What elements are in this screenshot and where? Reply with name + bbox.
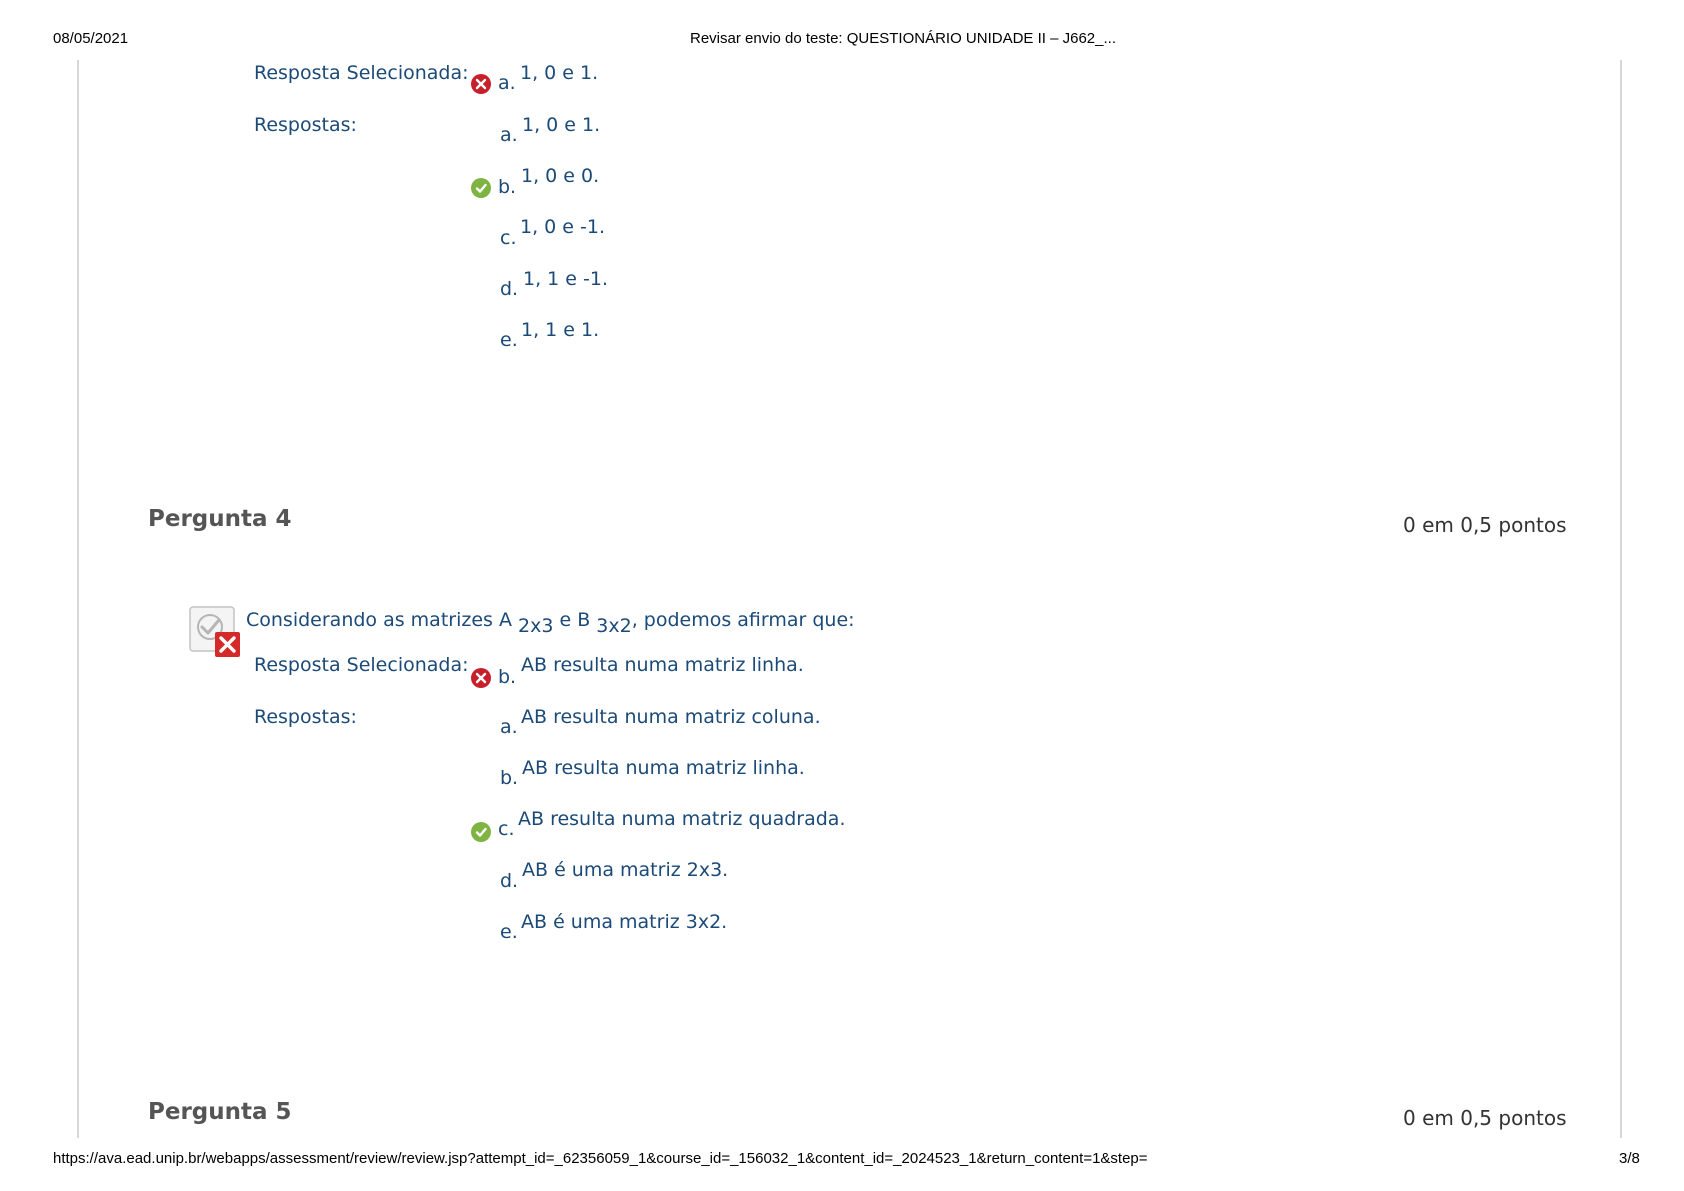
answer-letter-b: b. (498, 176, 517, 198)
answer-letter-e: e. (500, 921, 518, 943)
correct-icon (471, 178, 491, 198)
question-title: Pergunta 5 (148, 1099, 292, 1125)
answer-letter-c: c. (498, 818, 515, 840)
answer-text-e: AB é uma matriz 3x2. (521, 911, 728, 933)
left-border (77, 60, 79, 1138)
answer-letter-b: b. (500, 767, 519, 789)
selected-answer-letter: b. (498, 666, 517, 688)
question-points: 0 em 0,5 pontos (1403, 513, 1567, 537)
answer-letter-c: c. (500, 227, 517, 249)
print-date: 08/05/2021 (53, 30, 129, 47)
print-title: Revisar envio do teste: QUESTIONÁRIO UNIDADE II – J662_... (690, 30, 1116, 47)
print-url: https://ava.ead.unip.br/webapps/assessment/review/review.jsp?attempt_id=_62356059_1&course_id=_156032_1&content_id=_2024523_1&return_content=1&step= (53, 1150, 1148, 1167)
answer-letter-d: d. (500, 278, 519, 300)
answer-text-e: 1, 1 e 1. (521, 319, 600, 341)
selected-answer-label: Resposta Selecionada: (254, 654, 469, 676)
incorrect-icon (471, 668, 491, 688)
answer-letter-d: d. (500, 870, 519, 892)
selected-answer-label: Resposta Selecionada: (254, 62, 469, 84)
answers-label: Respostas: (254, 706, 357, 728)
answer-text-b: 1, 0 e 0. (521, 165, 600, 187)
answers-label: Respostas: (254, 114, 357, 136)
answer-text-a: 1, 0 e 1. (522, 114, 601, 136)
answer-text-a: AB resulta numa matriz coluna. (521, 706, 821, 728)
answer-text-d: AB é uma matriz 2x3. (522, 859, 729, 881)
answer-text-b: AB resulta numa matriz linha. (522, 757, 805, 779)
question-points: 0 em 0,5 pontos (1403, 1106, 1567, 1130)
selected-answer-letter: a. (498, 72, 516, 94)
question-title: Pergunta 4 (148, 506, 292, 532)
answer-text-c: 1, 0 e -1. (520, 216, 606, 238)
question-text: Considerando as matrizes A $_{2x3}$ e B $_{3x2}$, podemos afirmar que: (246, 609, 855, 637)
incorrect-question-icon (188, 605, 242, 659)
selected-answer-text: AB resulta numa matriz linha. (521, 654, 804, 676)
answer-letter-a: a. (500, 716, 518, 738)
answer-text-d: 1, 1 e -1. (523, 268, 609, 290)
answer-text-c: AB resulta numa matriz quadrada. (518, 808, 846, 830)
incorrect-icon (471, 74, 491, 94)
answer-letter-a: a. (500, 124, 518, 146)
selected-answer-text: 1, 0 e 1. (520, 62, 599, 84)
right-border (1620, 60, 1622, 1138)
page-number: 3/8 (1619, 1150, 1640, 1167)
answer-letter-e: e. (500, 329, 518, 351)
correct-icon (471, 822, 491, 842)
